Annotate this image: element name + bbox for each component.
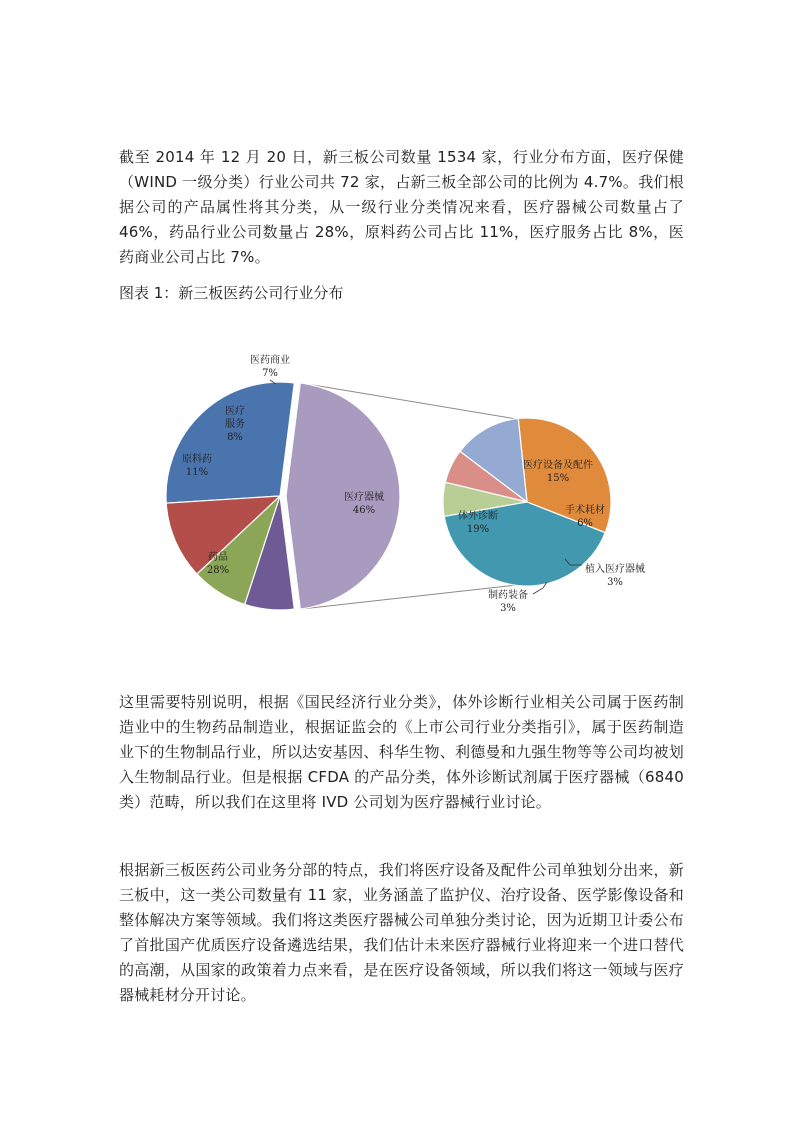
main-pie-label-2: 原料药 11% <box>182 454 212 478</box>
medical-equipment-paragraph: 根据新三板医药公司业务分部的特点，我们将医疗设备及配件公司单独划分出来，新三板中，这一类公司数量有 11 家，业务涵盖了监护仪、治疗设备、医学影像设备和整体解决方案等领域。我们将这类医疗器械公司单独分类讨论，因为近期卫计委公布了首批国产优质医疗设备遴选结果，我们估计未来医疗器械行业将迎来一个进口替代的高潮，从国家的政策着力点来看，是在医疗设备领域，所以我们将这一领域与医疗器械耗材分开讨论。 <box>119 861 684 1004</box>
main-pie-label-3: 医疗服务 8% <box>225 406 245 443</box>
main-pie-label-1: 药品 28% <box>206 552 230 576</box>
industry-distribution-pie-chart <box>0 320 794 650</box>
main-pie-label-0: 医疗器械 46% <box>344 492 384 516</box>
figure-caption: 图表 1：新三板医药公司行业分布 <box>119 284 344 302</box>
secondary-pie-label-3: 制药装备 3% <box>488 590 528 614</box>
main-pie-label-4: 医药商业 7% <box>250 355 290 379</box>
secondary-pie-label-2: 植入医疗器械 3% <box>585 564 645 588</box>
intro-paragraph: 截至 2014 年 12 月 20 日，新三板公司数量 1534 家，行业分布方面，医疗保健（WIND 一级分类）行业公司共 72 家，占新三板全部公司的比例为 4.7%。我们根据公司的产品属性将其分类，从一级行业分类情况来看，医疗器械公司数量占了 46%，药品行业公司数量占 28%，原料药公司占比 11%，医疗服务占比 8%，医药商业公司占比 7%。 <box>119 148 684 266</box>
secondary-pie-label-1: 手术耗材 6% <box>565 505 605 529</box>
ivd-classification-paragraph: 这里需要特别说明，根据《国民经济行业分类》，体外诊断行业相关公司属于医药制造业中的生物药品制造业，根据证监会的《上市公司行业分类指引》，属于医药制造业下的生物制品行业，所以达安基因、科华生物、利德曼和九强生物等等公司均被划入生物制品行业。但是根据 CFDA 的产品分类，体外诊断试剂属于医疗器械（6840 类）范畴，所以我们在这里将 IVD 公司划为医疗器械行业讨论。 <box>119 693 684 811</box>
secondary-pie-label-0: 医疗设备及配件 15% <box>523 460 593 484</box>
secondary-pie-label-4: 体外诊断 19% <box>458 511 498 535</box>
